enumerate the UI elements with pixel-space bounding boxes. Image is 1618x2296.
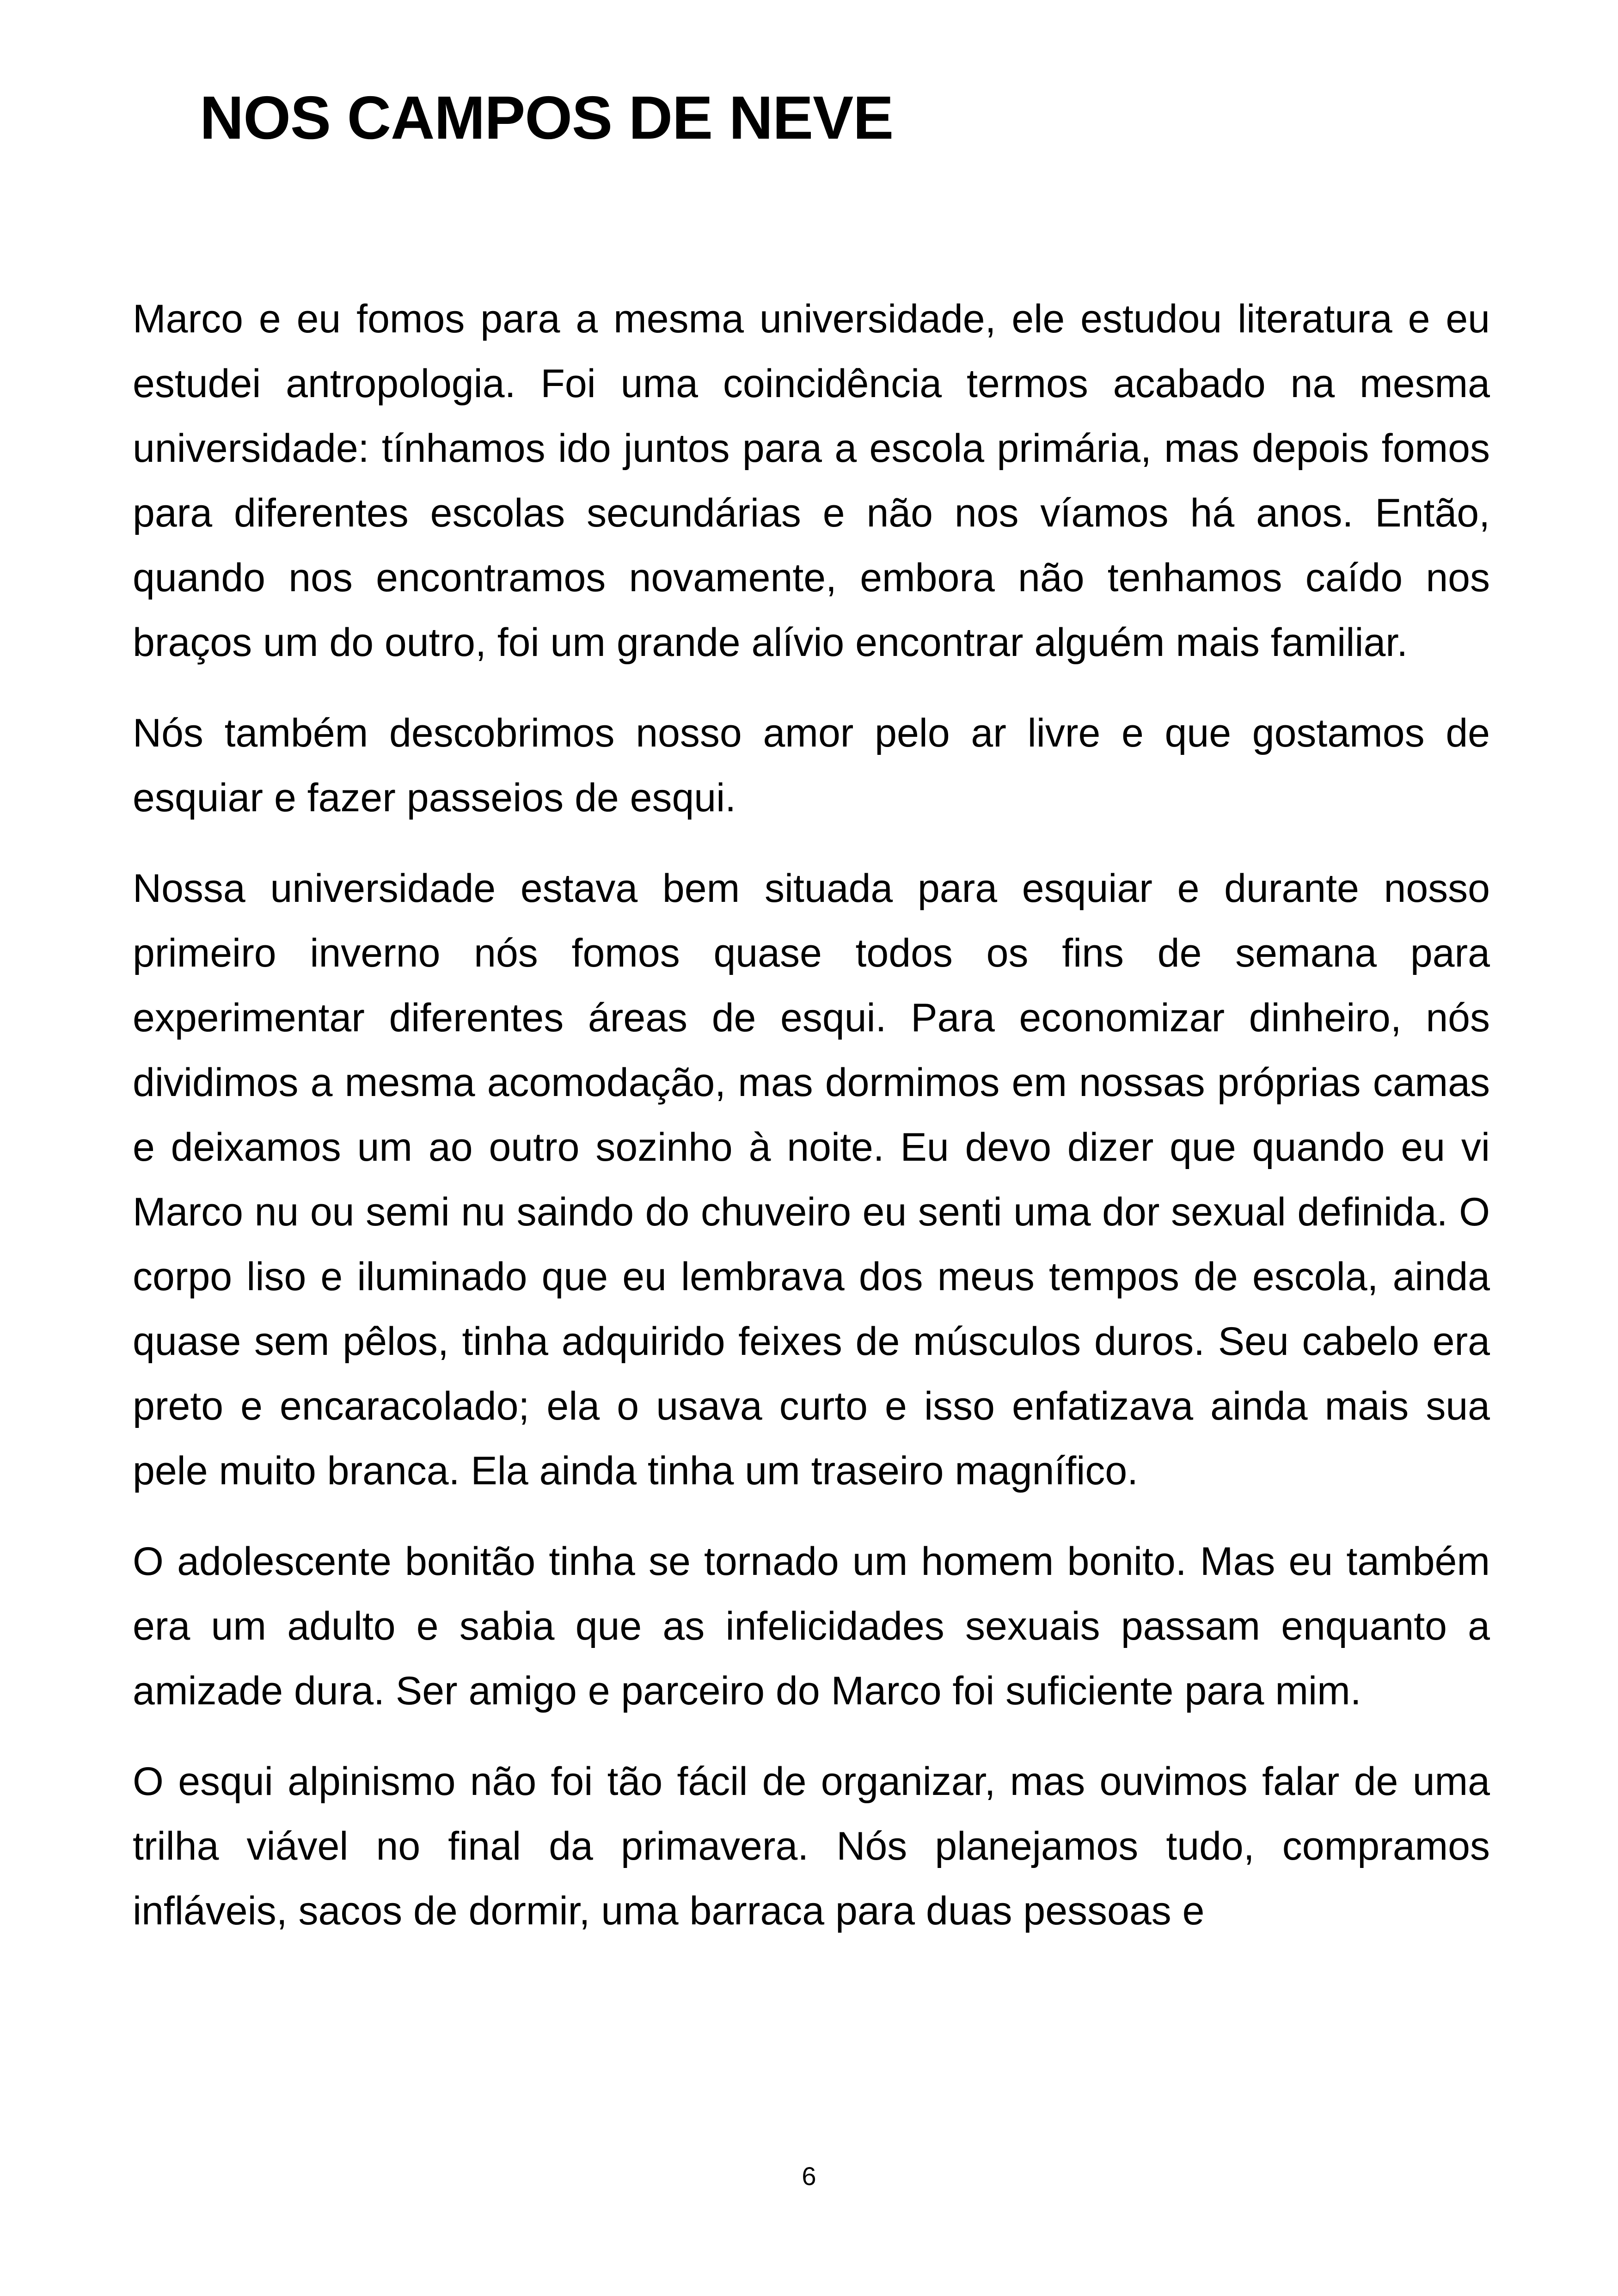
paragraph-5: O esqui alpinismo não foi tão fácil de organizar, mas ouvimos falar de uma trilha viável no final da primavera. Nós planejamos tudo, compramos infláveis, sacos de dormir, uma barraca para duas pessoas e	[133, 1759, 1490, 1933]
body-text	[133, 287, 1490, 1969]
page-number: 6	[802, 2161, 816, 2191]
paragraph-4: O adolescente bonitão tinha se tornado um homem bonito. Mas eu também era um adulto e sabia que as infelicidades sexuais passam enquanto a amizade dura. Ser amigo e parceiro do Marco foi suficiente para mim.	[133, 1539, 1490, 1713]
paragraph-1: Marco e eu fomos para a mesma universidade, ele estudou literatura e eu estudei antropologia. Foi uma coincidência termos acabado na mesma universidade: tínhamos ido juntos para a escola primária, mas depois fomos para diferentes escolas secundárias e não nos víamos há anos. Então, quando nos encontramos novamente, embora não tenhamos caído nos braços um do outro, foi um grande alívio encontrar alguém mais familiar.	[133, 297, 1490, 665]
paragraph-2: Nós também descobrimos nosso amor pelo ar livre e que gostamos de esquiar e fazer passeios de esqui.	[133, 711, 1490, 820]
paragraph-3: Nossa universidade estava bem situada para esquiar e durante nosso primeiro inverno nós fomos quase todos os fins de semana para experimentar diferentes áreas de esqui. Para economizar dinheiro, nós dividimos a mesma acomodação, mas dormimos em nossas próprias camas e deixamos um ao outro sozinho à noite. Eu devo dizer que quando eu vi Marco nu ou semi nu saindo do chuveiro eu senti uma dor sexual definida. O corpo liso e iluminado que eu lembrava dos meus tempos de escola, ainda quase sem pêlos, tinha adquirido feixes de músculos duros. Seu cabelo era preto e encaracolado; ela o usava curto e isso enfatizava ainda mais sua pele muito branca. Ela ainda tinha um traseiro magnífico.	[133, 866, 1490, 1493]
chapter-title: NOS CAMPOS DE NEVE	[200, 84, 894, 152]
